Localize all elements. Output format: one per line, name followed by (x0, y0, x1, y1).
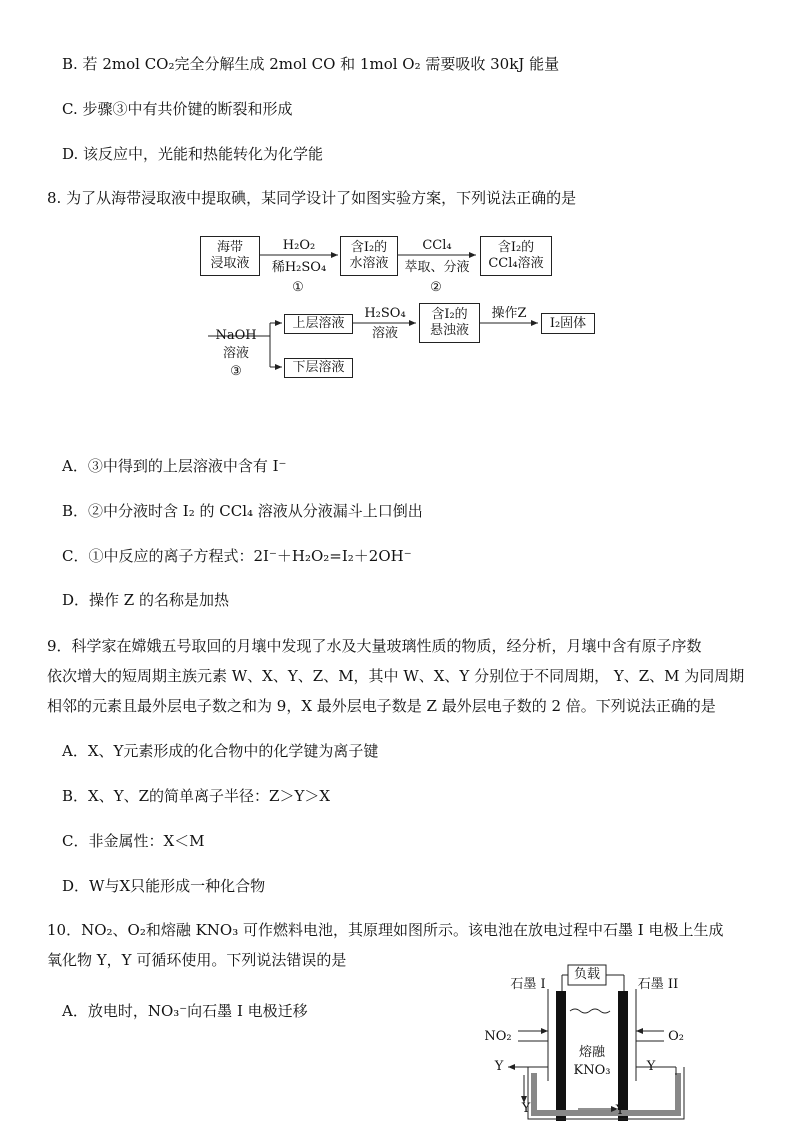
naoh-label: NaOH (215, 328, 257, 343)
y-bottom-right-label: Y (615, 1103, 625, 1118)
y-right-label: Y (646, 1059, 656, 1074)
box1-line1: 海带 (216, 240, 243, 255)
box-iodine-aqueous (340, 236, 398, 276)
q8-option-d: D．操作 Z 的名称是加热 (62, 591, 229, 609)
no2-label: NO₂ (484, 1029, 512, 1044)
box3-line2: CCl₄溶液 (488, 256, 544, 271)
box4-line2: 悬浊液 (429, 323, 469, 338)
q8-option-b: B．②中分液时含 I₂ 的 CCl₄ 溶液从分液漏斗上口倒出 (62, 502, 423, 520)
q9-stem-line3: 相邻的元素且最外层电子数之和为 9，X 最外层电子数是 Z 最外层电子数的 2 倍。下列说法正确的是 (47, 697, 716, 715)
naoh-solution-label: 溶液 (222, 346, 249, 361)
iodine-solid-text: I₂固体 (549, 316, 587, 331)
box-iodine-suspension (419, 303, 480, 343)
step1-label: ① (292, 280, 304, 295)
box-iodine-solid (541, 313, 595, 334)
q8-option-a: A．③中得到的上层溶液中含有 I⁻ (62, 457, 287, 475)
box-iodine-ccl4 (480, 236, 552, 276)
q9-stem-line2: 依次增大的短周期主族元素 W、X、Y、Z、M，其中 W、X、Y 分别位于不同周期， Y、Z、M 为同周期 (47, 667, 745, 685)
q7-option-b: B. 若 2mol CO₂完全分解生成 2mol CO 和 1mol O₂ 需要吸收 30kJ 能量 (62, 55, 560, 73)
graphite-2-label: 石墨 II (637, 977, 679, 992)
box2-line1: 含I₂的 (350, 240, 388, 255)
q9-option-a: A．X、Y元素形成的化合物中的化学键为离子键 (62, 742, 379, 760)
box2-line2: 水溶液 (349, 256, 389, 271)
q9-stem-line1: 9．科学家在嫦娥五号取回的月壤中发现了水及大量玻璃性质的物质，经分析，月壤中含有原子序数 (47, 637, 702, 655)
lower-layer-text: 下层溶液 (292, 360, 345, 375)
arrow3-reagent: H₂SO₄ (364, 306, 406, 321)
fuel-cell-diagram (478, 963, 688, 1123)
box-lower-layer (284, 358, 353, 378)
arrow1-reagent: H₂O₂ (282, 238, 316, 253)
o2-label: O₂ (668, 1029, 684, 1044)
operation-z-label: 操作Z (491, 306, 527, 321)
graphite-1-label: 石墨 I (510, 977, 546, 992)
load-label: 负载 (573, 967, 600, 982)
box-upper-layer (284, 314, 353, 334)
y-bottom-left-label: Y (521, 1101, 531, 1116)
q8-flow-diagram (198, 230, 598, 390)
q10-stem-line2: 氧化物 Y，Y 可循环使用。下列说法错误的是 (47, 951, 347, 969)
arrow1-condition: 稀H₂SO₄ (271, 260, 327, 275)
q7-option-d: D. 该反应中，光能和热能转化为化学能 (62, 145, 324, 163)
q10-stem-line1: 10．NO₂、O₂和熔融 KNO₃ 可作燃料电池，其原理如图所示。该电池在放电过程中石墨 I 电极上生成 (47, 921, 724, 939)
q9-option-d: D．W与X只能形成一种化合物 (62, 877, 266, 895)
upper-layer-text: 上层溶液 (292, 316, 345, 331)
arrow2-condition: 萃取、分液 (404, 260, 470, 275)
box3-line1: 含I₂的 (497, 240, 535, 255)
box1-line2: 浸取液 (210, 256, 250, 271)
q9-option-b: B．X、Y、Z的简单离子半径：Z＞Y＞X (62, 787, 331, 805)
box-kelp-extract (200, 236, 260, 276)
arrow2-reagent: CCl₄ (422, 238, 452, 253)
step2-label: ② (430, 280, 442, 295)
molten-label: 熔融 (578, 1045, 605, 1060)
q7-option-c: C. 步骤③中有共价键的断裂和形成 (62, 100, 293, 118)
arrow3-condition: 溶液 (371, 326, 398, 341)
q10-option-a: A．放电时，NO₃⁻向石墨 I 电极迁移 (62, 1002, 308, 1020)
kno3-label: KNO₃ (573, 1063, 611, 1078)
q9-option-c: C．非金属性：X＜M (62, 832, 205, 850)
step3-label: ③ (230, 364, 242, 379)
y-left-label: Y (494, 1059, 504, 1074)
q8-stem: 8. 为了从海带浸取液中提取碘，某同学设计了如图实验方案，下列说法正确的是 (47, 189, 577, 207)
q8-option-c: C．①中反应的离子方程式：2I⁻＋H₂O₂=I₂＋2OH⁻ (62, 547, 412, 565)
box4-line1: 含I₂的 (431, 307, 468, 322)
